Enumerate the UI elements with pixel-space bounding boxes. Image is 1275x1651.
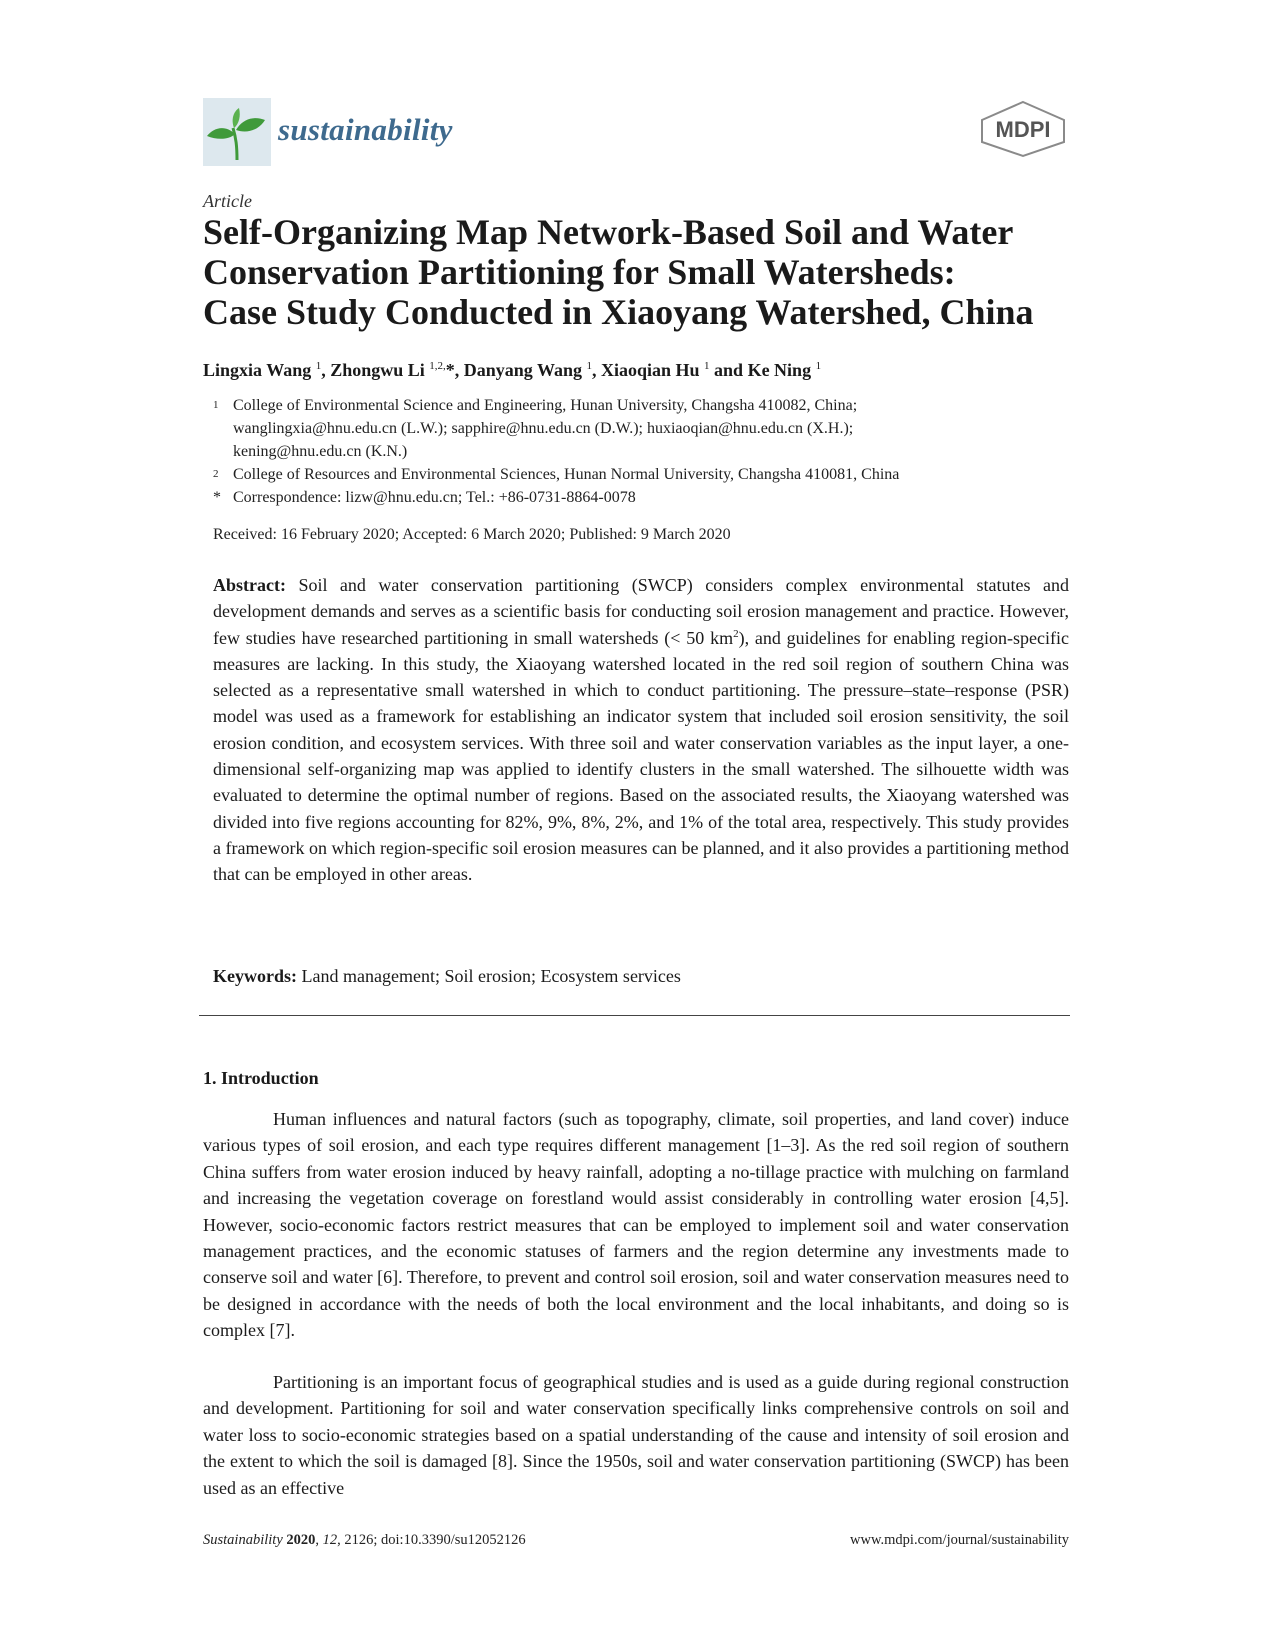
affiliation-line: College of Environmental Science and Engineering, Hunan University, Changsha 410082, China; [233,397,858,414]
abstract-label: Abstract: [213,575,286,595]
footer-journal: Sustainability [203,1532,283,1548]
correspondence-mark: * [213,489,221,506]
keywords-text: Land management; Soil erosion; Ecosystem services [301,966,681,986]
article-type: Article [203,191,252,211]
affiliation-line: College of Resources and Environmental Sciences, Hunan Normal University, Changsha 410081, China [233,466,900,483]
author-affiliation-mark: 1 [586,360,592,372]
author-separator: , [591,360,601,380]
author-name: Zhongwu Li [330,360,425,380]
author-affiliation-mark: 1,2, [429,360,446,372]
affiliation-line: kening@hnu.edu.cn (K.N.) [233,443,408,460]
author-name: Danyang Wang [463,360,582,380]
author-list [203,360,821,381]
affiliation-mark: 2 [213,468,219,480]
abstract-superscript: 2 [733,627,739,640]
author-separator: and [709,360,748,380]
title-line: Case Study Conducted in Xiaoyang Watershed, China [203,292,1034,332]
publication-dates: Received: 16 February 2020; Accepted: 6 March 2020; Published: 9 March 2020 [213,526,731,543]
affiliation-mark: 1 [213,399,219,411]
author-name: Lingxia Wang [203,360,312,380]
footer-doi: , 2126; doi:10.3390/su12052126 [337,1532,526,1548]
article-title [203,212,1083,332]
footer-url[interactable]: www.mdpi.com/journal/sustainability [850,1532,1069,1548]
abstract-text: ), and guidelines for enabling region-specific measures are lacking. In this study, the Xiaoyang watershed located in the red soil region of southern China was selected as a representative small watershed in which to conduct partitioning. The pressure–state–response (PSR) model was used as a framework for establishing an indicator system that included soil erosion sensitivity, the soil erosion condition, and ecosystem services. With three soil and water conservation variables as the input layer, a one-dimensional self-organizing map was applied to identify clusters in the small watershed. The silhouette width was evaluated to determine the optimal number of regions. Based on the associated results, the Xiaoyang watershed was divided into five regions accounting for 82%, 9%, 8%, 2%, and 1% of the total area, respectively. This study provides a framework on which region-specific soil erosion measures can be planned, and it also provides a partitioning method that can be employed in other areas. [213,627,1069,885]
author-affiliation-mark: 1 [704,360,710,372]
publisher-logo-text: MDPI [995,117,1051,142]
section-heading: 1. Introduction [203,1068,319,1088]
publisher-logo [978,100,1068,158]
affiliation-line: wanglingxia@hnu.edu.cn (L.W.); sapphire@hnu.edu.cn (D.W.); huxiaoqian@hnu.edu.cn (X.H.); [233,420,854,437]
title-line: Conservation Partitioning for Small Watersheds: [203,252,956,292]
abstract-text: Soil and water conservation partitioning (SWCP) considers complex environmental statutes and development demands and serves as a scientific basis for conducting soil erosion management and practice. However, few studies have researched partitioning in small watersheds (< 50 km [213,575,1069,648]
journal-logo [203,98,271,166]
abstract [213,572,1069,888]
body-paragraph: Partitioning is an important focus of geographical studies and is used as a guide during regional construction and development. Partitioning for soil and water conservation specifically links comprehensive controls on soil and water loss to socio-economic strategies based on a spatial understanding of the cause and intensity of soil erosion and the extent to which the soil is damaged [8]. Since the 1950s, soil and water conservation partitioning (SWCP) has been used as an effective [203,1372,1069,1498]
footer-citation: Sustainability 2020, 12, 2126; doi:10.3390/su12052126 [203,1532,526,1548]
author-name: Ke Ning [747,360,812,380]
author-name: Xiaoqian Hu [600,360,700,380]
author-separator: , [321,360,331,380]
footer-year: 2020 [286,1532,316,1548]
footer-volume: 12 [322,1532,338,1548]
title-line: Self-Organizing Map Network-Based Soil and Water [203,212,1014,252]
journal-name: sustainability [278,112,453,147]
section-divider [199,1015,1070,1016]
author-separator: , [454,360,464,380]
author-affiliation-mark: 1 [315,360,322,372]
body-paragraph: Human influences and natural factors (such as topography, climate, soil properties, and land cover) induce various types of soil erosion, and each type requires different management [1–3]. As the red soil region of southern China suffers from water erosion induced by heavy rainfall, adopting a no-tillage practice with mulching on farmland and increasing the vegetation coverage on forestland would assist considerably in controlling water erosion [4,5]. However, socio-economic factors restrict measures that can be employed to implement soil and water conservation management practices, and the economic statuses of farmers and the region determine any investments made to conserve soil and water [6]. Therefore, to prevent and control soil erosion, soil and water conservation measures need to be designed in accordance with the needs of both the local environment and the local inhabitants, and doing so is complex [7]. [203,1109,1069,1341]
author-affiliation-mark: 1 [815,360,822,372]
corresponding-mark: * [445,360,455,380]
leaf-icon [203,98,271,166]
keywords [213,966,681,987]
keywords-label: Keywords: [213,966,297,986]
correspondence-line: Correspondence: lizw@hnu.edu.cn; Tel.: +86-0731-8864-0078 [233,489,636,506]
